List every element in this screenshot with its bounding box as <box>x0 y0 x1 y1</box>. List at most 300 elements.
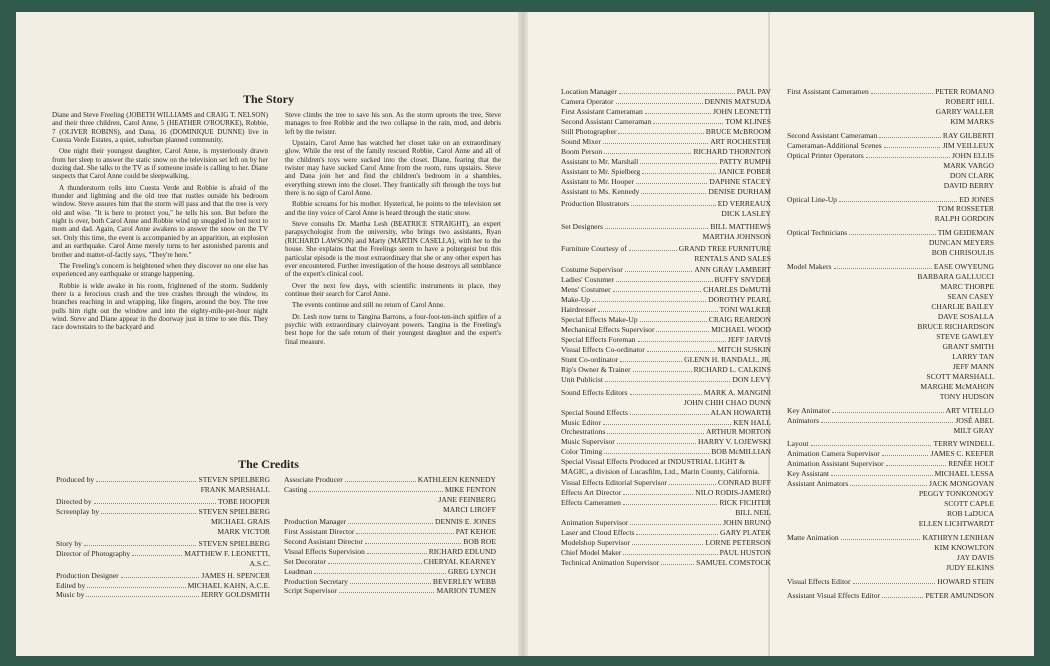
credit-row <box>561 548 771 558</box>
credits-column-b <box>284 475 496 596</box>
leader-dots <box>629 250 677 251</box>
credit-role: Color Timing <box>561 447 603 457</box>
credit-row <box>56 549 270 559</box>
credit-name: DENISE DURHAM <box>708 186 771 196</box>
credit-name: BOB ROE <box>463 536 496 546</box>
story-paragraph: The events continue and still no return of Carol Anne. <box>292 301 445 310</box>
credit-row <box>561 325 771 335</box>
credit-name: MARK VICTOR <box>217 526 270 536</box>
credit-role: Effects Cameramen <box>561 498 621 508</box>
credit-name: KIM MARKS <box>950 116 994 126</box>
credit-row <box>561 295 771 305</box>
credit-name: SEAN CASEY <box>947 292 994 302</box>
leader-dots <box>84 545 197 546</box>
credit-row <box>561 244 771 254</box>
credit-role: Technical Animation Supervisor <box>561 557 660 567</box>
credit-role: Casting <box>284 484 308 494</box>
credit-role: Still Photographer <box>561 126 617 136</box>
leader-dots <box>87 587 185 588</box>
credit-name: BILL NEIL <box>735 508 771 518</box>
leader-dots <box>632 544 703 545</box>
credit-name: PETER ROMANO <box>935 87 994 96</box>
credit-role: Produced by <box>56 475 95 484</box>
credit-row <box>787 141 994 151</box>
credit-name: MARGHE McMAHON <box>920 381 994 391</box>
credit-row <box>787 151 994 161</box>
credit-role: Cameraman-Additional Scenes <box>787 140 882 150</box>
credit-role: Animators <box>787 415 820 425</box>
credit-row <box>561 388 771 398</box>
credit-name: JUDY ELKINS <box>945 562 994 572</box>
credit-name: ANN GRAY LAMBERT <box>694 265 771 275</box>
credit-role: Sound Effects Editors <box>561 387 628 397</box>
leader-dots <box>636 183 707 184</box>
credit-row <box>787 87 994 97</box>
credit-role: Set Designers <box>561 222 603 232</box>
credit-name: JEFF MANN <box>952 361 994 371</box>
credit-name: JAY DAVIS <box>956 552 994 562</box>
credit-row <box>561 97 771 107</box>
credit-name: FRANK MARSHALL <box>200 484 270 494</box>
credit-row <box>787 459 994 469</box>
credit-role: Stunt Co-ordinator <box>561 354 619 364</box>
leader-dots <box>630 394 702 395</box>
credit-row <box>56 571 270 581</box>
leader-dots <box>832 412 943 413</box>
story-paragraph: Steve consults Dr. Martha Lesh (BEATRICE STRAIGHT), an expert parapsychologist from the university, who brings two assistants, Ryan (RICHARD LAWSON) and Marty (MARTIN CASELLA), with her to the house. She explains that the Freelings seem to have a poltergeist but this particular episode is the most extraordinary that she or any other expert has ever encountered. Further investigation of the house destroys all semblance of the expert's clinical cool. <box>285 220 501 279</box>
special-effects-note: Special Visual Effects Produced at INDUSTRIAL LIGHT & MAGIC, a division of Lucasfilm, Ltd., Marin County, California. <box>561 457 760 477</box>
credit-row <box>561 305 771 315</box>
credit-row <box>561 408 771 418</box>
credit-name: ART VITELLO <box>945 405 994 415</box>
leader-dots <box>101 513 196 514</box>
credit-name: CHARLIE BAILEY <box>931 302 994 312</box>
credit-name: JAMES C. KEEFER <box>930 449 994 459</box>
credit-name: CHARLES DeMUTH <box>703 285 771 295</box>
credit-row <box>56 539 270 549</box>
credit-role: Optical Technicians <box>787 228 848 238</box>
credit-row <box>561 222 771 232</box>
credit-role: Animation Supervisor <box>561 518 629 528</box>
credit-name: TERRY WINDELL <box>933 439 994 449</box>
credit-row <box>284 527 496 537</box>
credit-role: Orchestrations <box>561 427 606 437</box>
credit-row <box>561 498 771 508</box>
credit-role: Hairdresser <box>561 305 596 315</box>
credit-row <box>561 275 771 285</box>
leader-dots <box>367 553 427 554</box>
credit-row <box>561 167 771 177</box>
credit-row <box>561 117 771 127</box>
leader-dots <box>625 271 693 272</box>
credit-name: BUFFY SNYDER <box>714 275 771 285</box>
leader-dots <box>647 351 715 352</box>
credit-row <box>561 265 771 275</box>
credit-name: EASE OWYEUNG <box>933 262 994 272</box>
leader-dots <box>871 93 933 94</box>
story-paragraph: Upstairs, Carol Anne has watched her closet take on an extraordinary glow. While the rest of the family rescued Robbie, Carol Anne and all of the children's toys were sucked into the closet. Diane, fearing that the twister may have sucked Carol Anne from the room, runs upstairs. Steve and Dana join her and find the children's bedroom in a shambles, everything strewn into the closet. They frantically sift through the toys but there is no sign of Carol Anne. <box>285 139 501 198</box>
credit-row <box>561 488 771 498</box>
credit-name: MARCI LIROFF <box>443 504 496 514</box>
leader-dots <box>345 481 416 482</box>
leader-dots <box>616 281 712 282</box>
leader-dots <box>121 577 200 578</box>
credit-name: STEVEN SPIELBERG <box>198 475 270 484</box>
credit-name: BOB McMILLIAN <box>711 447 771 457</box>
leader-dots <box>603 143 708 144</box>
credit-name: TONY HUDSON <box>939 391 994 401</box>
credit-name: JOHN BRUNO <box>723 518 771 528</box>
credit-name: JANICE POBER <box>718 166 771 176</box>
credit-role: Layout <box>787 439 809 449</box>
credit-name: ROBERT HILL <box>945 96 994 106</box>
credit-name: TOM ROSSETER <box>937 204 994 214</box>
credit-role: Visual Effects Supervision <box>284 546 365 556</box>
credit-name: BEVERLEY WEBB <box>432 576 496 586</box>
credit-role: Special Effects Foreman <box>561 334 636 344</box>
leader-dots <box>633 371 692 372</box>
leader-dots <box>618 133 703 134</box>
leader-dots <box>811 445 932 446</box>
leader-dots <box>884 147 941 148</box>
credit-row <box>561 478 771 488</box>
credit-role: Edited by <box>56 580 86 590</box>
leader-dots <box>617 443 696 444</box>
leader-dots <box>636 534 718 535</box>
credit-name: JAMES H. SPENCER <box>201 570 270 580</box>
book-gutter <box>518 12 528 656</box>
credit-name: RAY GILBERTI <box>942 130 994 140</box>
leader-dots <box>821 422 953 423</box>
leader-dots <box>96 481 196 482</box>
credit-name: MICHAEL WOOD <box>711 324 771 334</box>
leader-dots <box>831 475 933 476</box>
leader-dots <box>886 465 946 466</box>
credit-name: ELLEN LICHTWARDT <box>918 519 994 529</box>
credits-column-a <box>56 475 270 600</box>
leader-dots <box>879 137 941 138</box>
credit-row <box>56 507 270 517</box>
credit-name: RICHARD L. CALKINS <box>693 364 771 374</box>
credit-role: Key Animator <box>787 405 831 415</box>
leader-dots <box>850 485 927 486</box>
credit-row <box>561 528 771 538</box>
leader-dots <box>603 424 731 425</box>
credit-name: SCOTT CAPLE <box>944 499 994 509</box>
credit-name: MARC THORPE <box>940 282 994 292</box>
credit-role: Director of Photography <box>56 548 131 558</box>
credit-name: GRAND TREE FURNITURE <box>678 244 771 254</box>
credit-row <box>56 590 270 600</box>
credit-name: KEN HALL <box>733 417 771 427</box>
credit-role: Rip's Owner & Trainer <box>561 364 631 374</box>
leader-dots <box>356 533 453 534</box>
credit-role: Assistant to Ms. Kennedy <box>561 186 640 196</box>
credit-role: Assistant to Mr. Marshall <box>561 156 639 166</box>
leader-dots <box>642 173 716 174</box>
credits-column-d <box>787 87 994 601</box>
credit-name: RALPH GORDON <box>934 214 994 224</box>
credit-name: GREG LYNCH <box>448 566 496 576</box>
leader-dots <box>623 504 717 505</box>
leader-dots <box>645 113 711 114</box>
credit-name: BARBARA GALLUCCI <box>917 272 994 282</box>
leader-dots <box>656 331 709 332</box>
credits-column-c <box>561 87 771 568</box>
credit-name: RICHARD THORNTON <box>693 146 771 156</box>
leader-dots <box>94 503 216 504</box>
credit-row <box>561 447 771 457</box>
credit-row <box>787 195 994 205</box>
credit-row <box>56 475 270 485</box>
story-column-2 <box>285 111 501 349</box>
credit-name: KATHLEEN KENNEDY <box>417 475 496 484</box>
leader-dots <box>630 524 721 525</box>
credit-row <box>561 137 771 147</box>
credit-name: ED JONES <box>959 194 994 204</box>
credit-name: MARK VARGO <box>943 160 994 170</box>
credit-name: A.S.C. <box>249 558 270 568</box>
credit-row <box>561 199 771 209</box>
credit-name: JIM VEILLEUX <box>942 140 994 150</box>
credit-name: JACK MONGOVAN <box>928 479 994 489</box>
credit-row <box>561 355 771 365</box>
leader-dots <box>841 539 921 540</box>
credit-role: Production Secretary <box>284 576 348 586</box>
leader-dots <box>350 583 431 584</box>
credit-name: GARRY WALLER <box>935 106 994 116</box>
story-paragraph: Dr. Lesh now turns to Tangina Barrons, a four-foot-ten-inch spitfire of a psychic with extraordinary clairvoyant powers. Tangina is the Freeling's best hope for the safe return of their youngest daughter and the expert's final measure. <box>285 312 501 346</box>
credit-role: Associate Producer <box>284 475 343 484</box>
leader-dots <box>623 494 693 495</box>
credit-row <box>787 449 994 459</box>
leader-dots <box>849 234 935 235</box>
credit-row <box>284 475 496 485</box>
credit-row <box>787 228 994 238</box>
credit-row <box>561 177 771 187</box>
credit-row <box>56 581 270 591</box>
credit-row <box>284 517 496 527</box>
credit-role: Leadman <box>284 566 313 576</box>
story-paragraph: Steve climbs the tree to save his son. As the storm uproots the tree, Steve manages to free Robbie and the two collapse in the rain, mud, and debris left by the twister. <box>285 111 501 136</box>
credit-name: PETER AMUNDSON <box>925 590 994 600</box>
leader-dots <box>853 583 936 584</box>
credit-name: PAT KEHOE <box>455 526 496 536</box>
credit-name: ARTHUR MORTON <box>706 427 771 437</box>
credit-name: JOSÉ ABEL <box>955 415 994 425</box>
credit-row <box>787 577 994 587</box>
credit-name: MATTHEW F. LEONETTI, <box>184 548 270 558</box>
leader-dots <box>607 433 704 434</box>
credit-role: Furniture Courtesy of <box>561 244 627 254</box>
credit-role: Optical Line-Up <box>787 194 837 204</box>
leader-dots <box>605 228 708 229</box>
credit-name: BOB CHRISOULIS <box>931 248 994 258</box>
leader-dots <box>653 123 723 124</box>
credit-name: HOWARD STEIN <box>937 576 994 586</box>
credit-name: DUNCAN MEYERS <box>928 238 994 248</box>
credit-row <box>787 262 994 272</box>
credit-row <box>561 418 771 428</box>
credit-name: SCOTT MARSHALL <box>926 371 994 381</box>
credit-name: BRUCE RICHARDSON <box>917 321 994 331</box>
credit-role: Screenplay by <box>56 506 100 516</box>
credit-name: PATTY RUMPH <box>719 156 771 166</box>
credit-row <box>284 586 496 596</box>
credit-row <box>284 557 496 567</box>
leader-dots <box>604 153 691 154</box>
credit-name: BRUCE McBROOM <box>705 126 771 136</box>
credit-role: Special Sound Effects <box>561 407 628 417</box>
credit-name: KATHRYN LENIHAN <box>922 533 994 543</box>
credit-row <box>787 479 994 489</box>
leader-dots <box>348 523 433 524</box>
credit-name: GARY PLATEK <box>720 527 771 537</box>
credit-name: JERRY GOLDSMITH <box>200 590 270 600</box>
credit-name: MIKE FENTON <box>444 484 496 494</box>
credit-name: ROB LaDUCA <box>946 509 994 519</box>
credit-role: Set Decorator <box>284 556 326 566</box>
credit-name: LARRY TAN <box>952 351 994 361</box>
credit-row <box>561 315 771 325</box>
story-paragraph: A thunderstorm rolls into Cuesta Verde and Robbie is afraid of the thunder and lightning and the old tree that rustles outside his bedroom window. Steve assures him that the storm will pass and that the tree is very old and wise. "It is here to protect you," he tells his son. But before the night is over, both Carol Anne and Robbie wind up snuggled in bed next to mom and dad. Again, Carol Anne awakens to answer the snow on the TV set. Only this time, the event is accompanied by an apparition, an explosion and an earthquake. Carol Anne merely turns to her astonished parents and brother and matter-of-factly says, "They're here." <box>52 183 268 259</box>
credit-name: TOBE HOOPER <box>218 496 270 506</box>
credit-role: Effects Art Director <box>561 488 622 498</box>
credit-name: HARRY V. LOJEWSKI <box>697 437 771 447</box>
leader-dots <box>604 453 709 454</box>
credit-name: SAMUEL COMSTOCK <box>696 557 771 567</box>
credit-name: MITCH SUSKIN <box>717 344 771 354</box>
credit-role: Matte Animation <box>787 533 839 543</box>
credit-row <box>56 497 270 507</box>
leader-dots <box>365 543 461 544</box>
leader-dots <box>661 564 694 565</box>
credit-name: KIM KNOWLTON <box>934 542 994 552</box>
credit-name: DICK LASLEY <box>721 209 771 219</box>
credit-role: Animation Assistant Supervisor <box>787 459 884 469</box>
credit-name: GLENN H. RANDALL, JR. <box>684 354 771 364</box>
credit-row <box>284 577 496 587</box>
credit-role: Mens' Costumer <box>561 285 611 295</box>
credit-name: MICHAEL LESSA <box>934 469 994 479</box>
credit-name: STEVE GAWLEY <box>936 331 994 341</box>
leader-dots <box>339 592 434 593</box>
story-column-1 <box>52 111 268 335</box>
credit-row <box>561 87 771 97</box>
leader-dots <box>592 301 706 302</box>
credit-role: Second Assistant Cameraman <box>787 130 878 140</box>
credit-name: DAVID BERRY <box>943 180 994 190</box>
credit-name: DAPHNE STACEY <box>709 176 771 186</box>
leader-dots <box>641 193 706 194</box>
leader-dots <box>638 341 726 342</box>
credit-row <box>284 567 496 577</box>
credit-row <box>561 335 771 345</box>
credit-name: MARION TUMEN <box>436 586 496 596</box>
credit-role: Production Illustrators <box>561 199 630 209</box>
credit-role: Key Assistant <box>787 469 829 479</box>
leader-dots <box>605 381 730 382</box>
credit-name: RENÉE HOLT <box>948 459 994 469</box>
story-paragraph: Over the next few days, with scientific instruments in place, they continue their search for Carol Anne. <box>285 281 501 298</box>
story-paragraph: Diane and Steve Freeling (JOBETH WILLIAMS and CRAIG T. NELSON) and their three children, Carol Anne, 5 (HEATHER O'ROURKE), Robbie, 7 (OLIVER ROBINS), and Dana, 16 (DOMINIQUE DUNNE) live in Cuesta Verde Estates, a quiet, suburban planned community. <box>52 111 268 145</box>
credit-row <box>561 538 771 548</box>
story-paragraph: One night their youngest daughter, Carol Anne, is mysteriously drawn from her sleep to answer the static snow on the television set left on by her dozing dad. She talks to the TV as if someone inside is calling to her. Diane suspects that Carol Anne could be sleepwalking. <box>52 147 268 181</box>
credit-row <box>561 365 771 375</box>
credit-row <box>787 591 994 601</box>
leader-dots <box>598 311 718 312</box>
credit-name: STEVEN SPIELBERG <box>198 538 270 548</box>
credit-role: Second Assistant Cameraman <box>561 116 652 126</box>
leader-dots <box>631 205 716 206</box>
credit-name: PAUL HUSTON <box>719 547 771 557</box>
leader-dots <box>640 163 717 164</box>
credit-role: Music Editor <box>561 417 601 427</box>
credit-row <box>561 157 771 167</box>
credit-name: GRANT SMITH <box>942 341 994 351</box>
credit-name: PAUL PAV <box>736 87 771 96</box>
credit-name: TIM GEIDEMAN <box>937 228 994 238</box>
leader-dots <box>620 361 682 362</box>
leader-dots <box>834 268 932 269</box>
credit-name: CRAIG REARDON <box>708 314 771 324</box>
credit-row <box>284 537 496 547</box>
credit-row <box>561 427 771 437</box>
credit-role: First Assistant Cameraman <box>561 106 643 116</box>
credit-name: DON LEVY <box>732 374 771 384</box>
credit-row <box>284 547 496 557</box>
credit-name: DAVE SOSALLA <box>937 312 994 322</box>
leader-dots <box>640 321 707 322</box>
story-paragraph: Robbie screams for his mother. Hysterical, he points to the television set and the tiny voice of Carol Anne is heard through the static snow. <box>285 200 501 217</box>
credit-role: Camera Operator <box>561 96 614 106</box>
credit-role: Music Supervisor <box>561 437 615 447</box>
credit-role: Ladies' Costumer <box>561 275 615 285</box>
credit-row <box>284 485 496 495</box>
credit-row <box>787 406 994 416</box>
leader-dots <box>613 291 702 292</box>
credit-name: JEFF JARVIS <box>727 334 771 344</box>
credit-row <box>561 345 771 355</box>
leader-dots <box>619 93 735 94</box>
credit-name: DENNIS MATSUDA <box>704 96 771 106</box>
credit-row <box>561 375 771 385</box>
credit-role: Location Manager <box>561 87 617 96</box>
credit-role: Music by <box>56 590 85 600</box>
credit-role: Boom Person <box>561 146 603 156</box>
story-paragraph: Robbie is wide awake in his room, frightened of the storm. Suddenly there is a ferocious crash and the tree crashes through the window, its branches reaching in and wrapping, like fingers, around the boy. The tree pulls him right out the window and into the eighty-mile-per-hour night wind. Steve and Diane appear in the doorway just in time to see this. They race downstairs to the backyard and <box>52 281 268 332</box>
credit-row <box>787 533 994 543</box>
leader-dots <box>616 103 703 104</box>
credit-role: Mechanical Effects Supervisor <box>561 324 655 334</box>
credit-name: MICHAEL GRAIS <box>211 516 270 526</box>
credit-row <box>561 107 771 117</box>
credit-role: Laser and Cloud Effects <box>561 527 635 537</box>
credit-name: LORNE PETERSON <box>705 537 771 547</box>
credit-role: First Assistant Cameramen <box>787 87 869 96</box>
credit-name: MICHAEL KAHN, A.C.E. <box>187 580 270 590</box>
credit-name: PEGGY TONKONOGY <box>918 489 994 499</box>
credit-name: NILO RODIS-JAMERO <box>695 488 771 498</box>
credit-role: Story by <box>56 538 82 548</box>
credit-role: Modelshop Supervisor <box>561 537 630 547</box>
credit-name: JOHN ELLIS <box>952 150 994 160</box>
credit-role: Costume Supervisor <box>561 265 623 275</box>
credit-name: JOHN CHIH CHAO DUNN <box>683 397 771 407</box>
leader-dots <box>882 597 923 598</box>
credits-title: The Credits <box>238 457 299 471</box>
credit-name: ALAN HOWARTH <box>710 407 771 417</box>
